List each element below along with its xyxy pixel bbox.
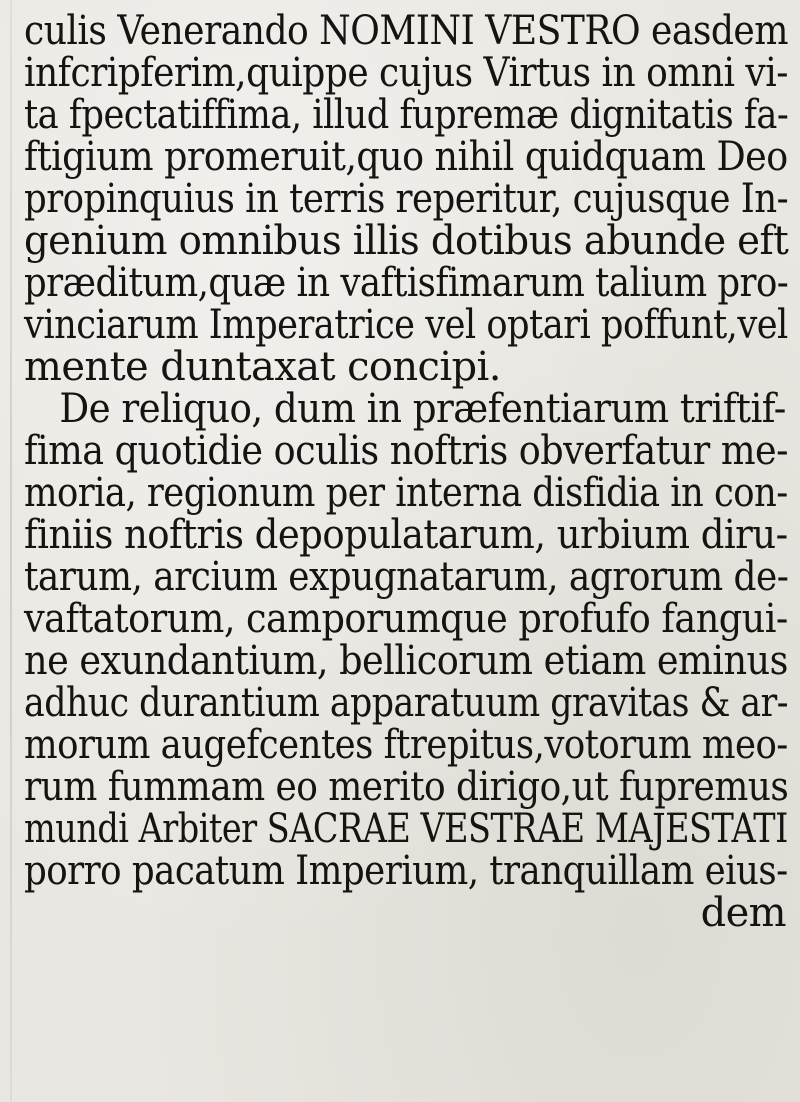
text-line: propinquius in terris reperitur, cujusque In- — [24, 176, 789, 222]
text-line: culis Venerando NOMINI VESTRO easdem — [24, 8, 788, 54]
text-line: fima quotidie oculis noftris obverfatur me- — [24, 428, 788, 474]
text-line: infcripferim,quippe cujus Virtus in omni vi- — [24, 50, 788, 96]
paragraph-start-line: De reliquo, dum in præfentiarum triftif- — [59, 386, 786, 432]
text-line: morum augefcentes ftrepitus,votorum meo- — [24, 722, 788, 768]
text-line: porro pacatum Imperium, tranquillam eius- — [24, 848, 788, 894]
text-line: rum fummam eo merito dirigo,ut fupremus — [24, 764, 789, 810]
text-line: moria, regionum per interna disfidia in con- — [24, 470, 788, 516]
text-line: finiis noftris depopulatarum, urbium diru- — [24, 512, 788, 558]
text-line: ftigium promeruit,quo nihil quidquam Deo — [24, 134, 788, 180]
text-line: ta fpectatiffima, illud fupremæ dignitatis fa- — [24, 92, 789, 138]
latin-text-block — [24, 10, 788, 934]
text-line: adhuc durantium apparatuum gravitas & ar- — [24, 680, 788, 726]
text-line: genium omnibus illis dotibus abunde eft — [24, 218, 789, 264]
text-line: ne exundantium, bellicorum etiam eminus — [24, 638, 788, 684]
page-gutter-shadow — [10, 0, 12, 1102]
catchword: dem — [700, 890, 786, 936]
text-line: mente duntaxat concipi. — [24, 344, 501, 390]
text-line: vinciarum Imperatrice vel optari poffunt,vel — [24, 302, 788, 348]
text-line: præditum,quæ in vaftisfimarum talium pro- — [24, 260, 789, 306]
text-line: vaftatorum, camporumque profufo fangui- — [24, 596, 788, 642]
text-line: mundi Arbiter SACRAE VESTRAE MAJESTATI — [24, 806, 788, 852]
text-line: tarum, arcium expugnatarum, agrorum de- — [24, 554, 789, 600]
